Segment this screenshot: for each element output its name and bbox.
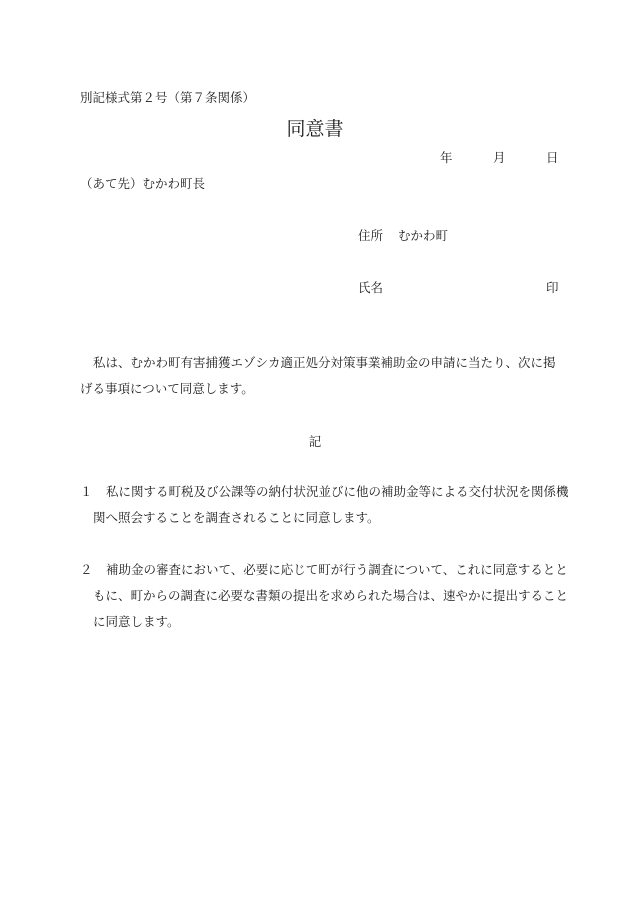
consent-item xyxy=(80,479,577,531)
consent-item xyxy=(80,557,577,635)
consent-statement: 私は、むかわ町有害捕獲エゾシカ適正処分対策事業補助金の申請に当たり、次に掲げる事項について同意します。 xyxy=(80,355,556,396)
name-label: 氏名 xyxy=(358,280,384,295)
date-month-label: 月 xyxy=(493,150,506,165)
item-text: 私に関する町税及び公課等の納付状況並びに他の補助金等による交付状況を関係機関へ照会することを調査されることに同意します。 xyxy=(93,484,569,525)
address-value: むかわ町 xyxy=(398,228,449,243)
item-number: ２ xyxy=(80,562,93,577)
ki-heading: 記 xyxy=(308,434,322,449)
item-text: 補助金の審査において、必要に応じて町が行う調査について、これに同意するとともに、町からの調査に必要な書類の提出を求められた場合は、速やかに提出することに同意します。 xyxy=(93,562,569,629)
address-label: 住所 xyxy=(358,228,384,243)
date-day-label: 日 xyxy=(546,150,559,165)
form-number-label: 別記様式第２号（第７条関係） xyxy=(80,90,256,105)
item-number: １ xyxy=(80,484,93,499)
addressee: （あて先）むかわ町長 xyxy=(80,176,206,191)
seal-mark: 印 xyxy=(546,280,559,295)
document-title: 同意書 xyxy=(286,118,344,140)
date-year-label: 年 xyxy=(440,150,453,165)
